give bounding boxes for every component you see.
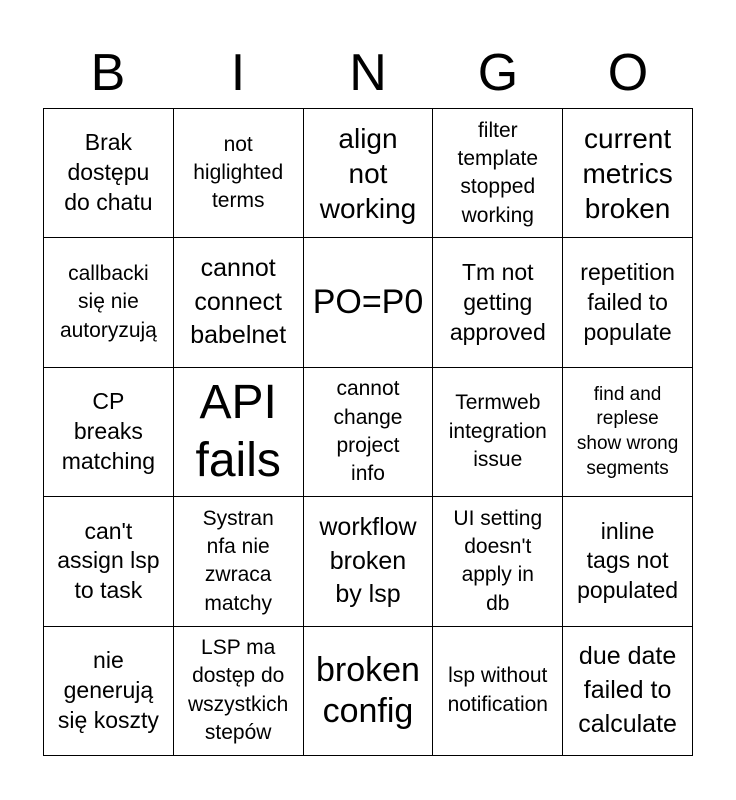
bingo-cell[interactable] [563, 497, 693, 626]
cell-text: UI setting doesn't apply in db [453, 506, 543, 615]
cell-text: Systran nfa nie zwraca matchy [202, 506, 274, 615]
bingo-cell[interactable] [563, 368, 693, 497]
bingo-cell[interactable] [304, 368, 434, 497]
bingo-cell[interactable] [433, 238, 563, 367]
cell-text: due date failed to calculate [578, 642, 677, 738]
bingo-cell[interactable] [44, 368, 174, 497]
bingo-header [43, 38, 693, 108]
cell-text: cannot change project info [333, 377, 403, 486]
cell-text: repetition failed to populate [580, 258, 675, 345]
cell-text: CP breaks matching [61, 388, 156, 474]
bingo-cell[interactable] [44, 238, 174, 367]
cell-text: Termweb integration issue [448, 391, 547, 472]
header-letter-o: O [607, 44, 649, 102]
cell-text: API fails [195, 376, 281, 487]
bingo-cell[interactable] [304, 497, 434, 626]
cell-text: LSP ma dostęp do wszystkich stepów [188, 636, 289, 745]
cell-text: cannot connect babelnet [190, 253, 287, 350]
bingo-cell[interactable] [563, 627, 693, 756]
cell-text: workflow broken by lsp [319, 512, 417, 609]
bingo-cell[interactable] [433, 627, 563, 756]
cell-text: lsp without notification [447, 664, 548, 716]
header-letter-g: G [477, 44, 519, 102]
cell-text: Brak dostępu do chatu [64, 129, 153, 216]
bingo-cell[interactable] [563, 238, 693, 367]
cell-text: find and replese show wrong segments [576, 383, 679, 479]
header-letter-b: B [90, 44, 126, 102]
bingo-cell[interactable] [174, 109, 304, 238]
cell-text: inline tags not populated [577, 517, 679, 604]
cell-text: can't assign lsp to task [57, 517, 160, 604]
cell-text: not higlighted terms [193, 132, 284, 213]
cell-text: Tm not getting approved [449, 258, 546, 345]
bingo-cell[interactable] [174, 368, 304, 497]
cell-text: nie generują się koszty [57, 646, 159, 733]
cell-text: align not working [319, 122, 417, 224]
cell-text: broken config [316, 650, 420, 730]
bingo-cell[interactable] [174, 627, 304, 756]
bingo-cell[interactable] [433, 497, 563, 626]
header-letter-n: N [349, 44, 387, 102]
bingo-cell[interactable] [304, 627, 434, 756]
bingo-cell[interactable] [563, 109, 693, 238]
bingo-cell[interactable] [304, 238, 434, 367]
bingo-cell[interactable] [433, 368, 563, 497]
cell-text: filter template stopped working [457, 118, 539, 227]
bingo-cell[interactable] [174, 497, 304, 626]
bingo-cell[interactable] [304, 109, 434, 238]
cell-text: callbacki się nie autoryzują [59, 262, 157, 342]
bingo-cell[interactable] [433, 109, 563, 238]
header-letter-i: I [230, 44, 246, 102]
bingo-cell[interactable] [44, 497, 174, 626]
cell-text: PO=P0 [312, 283, 424, 322]
bingo-cell[interactable] [44, 109, 174, 238]
bingo-card [43, 108, 693, 756]
bingo-cell[interactable] [44, 627, 174, 756]
cell-text: current metrics broken [582, 122, 673, 224]
bingo-cell[interactable] [174, 238, 304, 367]
